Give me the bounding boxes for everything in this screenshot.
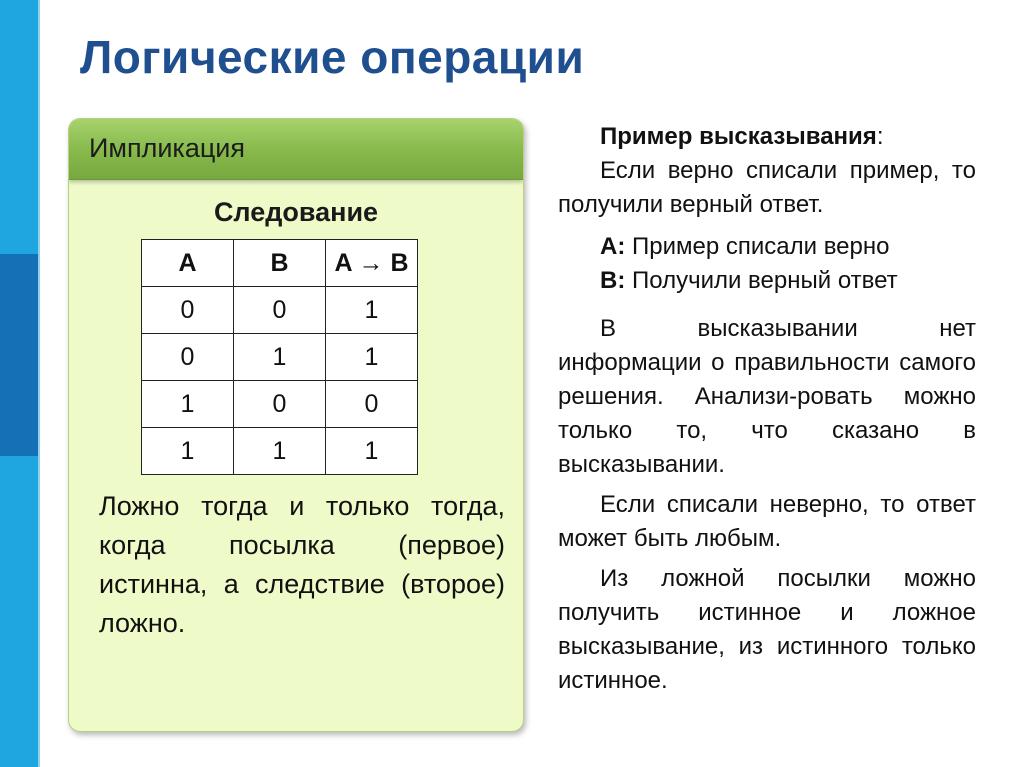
variable-b-text: Получили верный ответ [625, 267, 898, 294]
column-header-a-implies-b: A → B [326, 240, 418, 287]
table-row [142, 381, 418, 428]
example-heading-text: Пример высказывания [600, 123, 877, 150]
table-cell: 1 [326, 287, 418, 334]
table-cell: 1 [234, 334, 326, 381]
slide-title: Логические операции [80, 31, 585, 83]
table-cell: 0 [326, 381, 418, 428]
variable-b-label: B: [600, 267, 626, 294]
variable-a-text: Пример списали верно [625, 233, 890, 260]
example-column [558, 120, 976, 698]
table-cell: 1 [142, 428, 234, 475]
table-cell: 1 [234, 428, 326, 475]
example-heading [558, 120, 976, 154]
table-row [142, 334, 418, 381]
truth-table [141, 239, 418, 475]
example-statement: Если верно списали пример, то получили верный ответ. [558, 157, 976, 218]
table-cell: 1 [326, 334, 418, 381]
implication-definition: Ложно тогда и только тогда, когда посылка (первое) истинна, а следствие (второе) ложно. [99, 491, 505, 638]
table-cell: 1 [142, 381, 234, 428]
truth-table-header-row [142, 240, 418, 287]
table-cell: 0 [142, 287, 234, 334]
explanation-paragraph: Если списали неверно, то ответ может быть любым. [558, 491, 976, 552]
variable-a-label: A: [600, 233, 626, 260]
table-row [142, 287, 418, 334]
implication-panel [68, 118, 524, 732]
panel-header: Импликация [69, 119, 523, 180]
column-header-b: B [234, 240, 326, 287]
left-accent-divider [38, 0, 40, 767]
table-cell: 1 [326, 428, 418, 475]
table-row [142, 428, 418, 475]
explanation-paragraph: В высказывании нет информации о правильности самого решения. Анализи-ровать можно только то, что сказано в высказывании. [558, 315, 976, 478]
explanation-paragraph: Из ложной посылки можно получить истинное и ложное высказывание, из истинного только истинное. [558, 565, 976, 694]
panel-subtitle: Следование [213, 197, 379, 227]
table-cell: 0 [234, 287, 326, 334]
example-heading-colon: : [876, 123, 884, 150]
column-header-a: A [142, 240, 234, 287]
variable-a-definition [558, 230, 976, 264]
table-cell: 0 [142, 334, 234, 381]
table-cell: 0 [234, 381, 326, 428]
variable-b-definition [558, 264, 976, 298]
left-accent-bar-dark-segment [0, 254, 38, 456]
